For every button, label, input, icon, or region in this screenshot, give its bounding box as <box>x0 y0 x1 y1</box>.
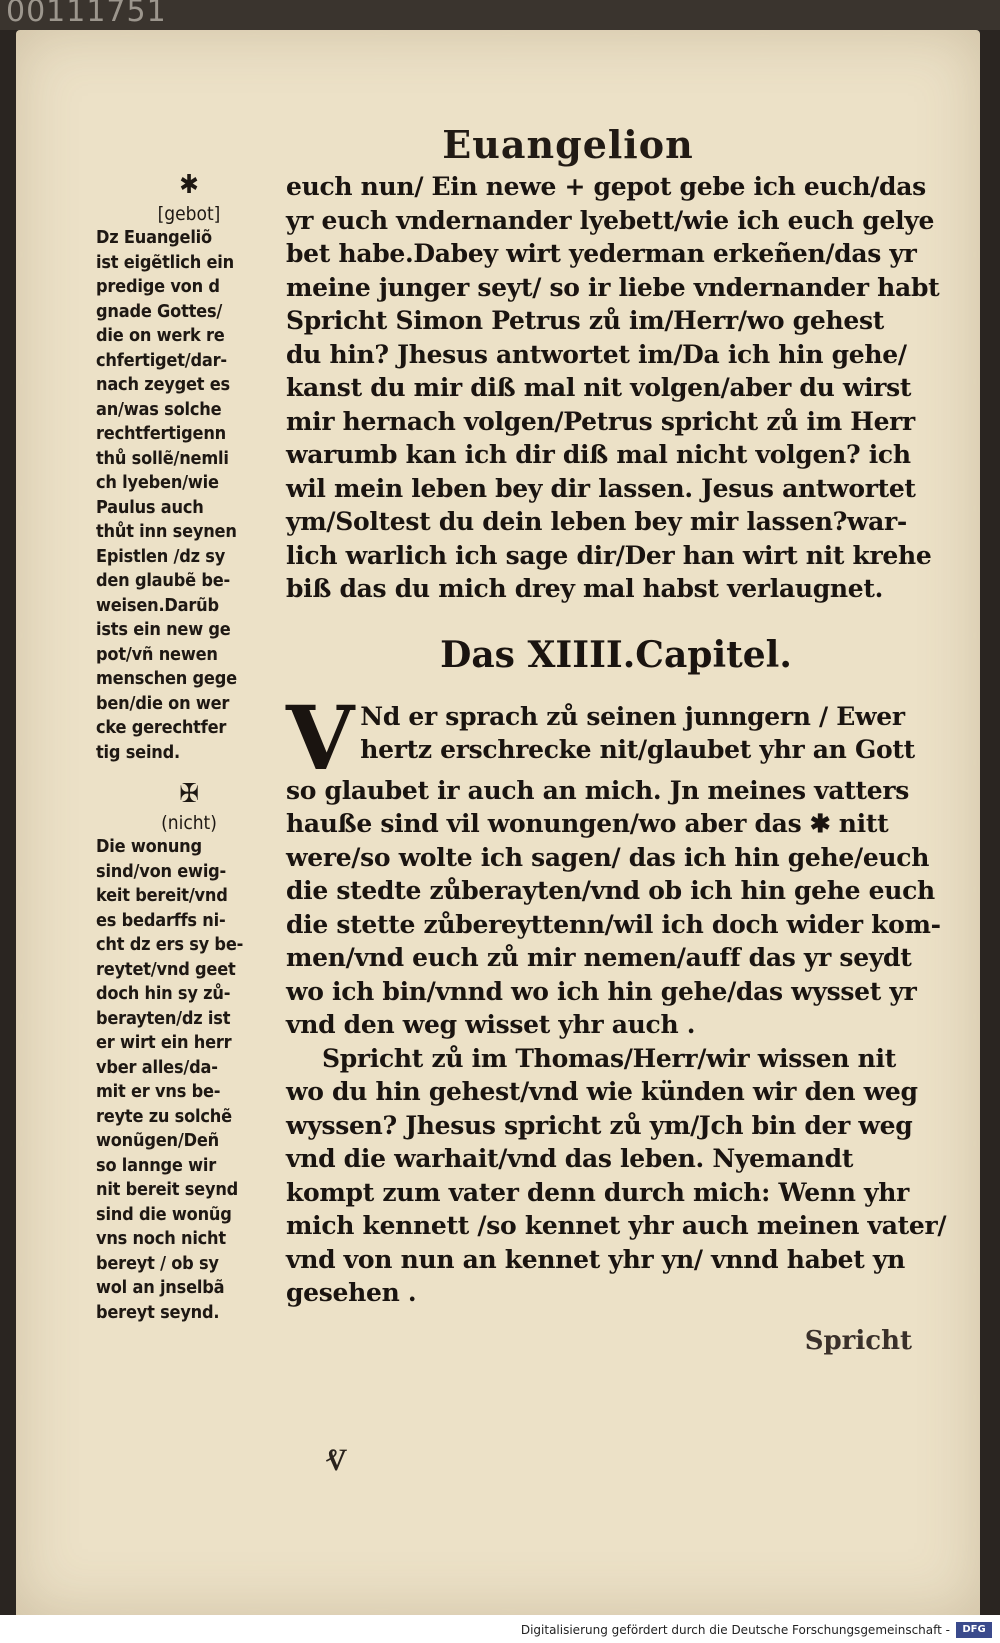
margin-note-line: rechtfertigenn <box>96 423 226 444</box>
text-line: kompt zum vater denn durch mich: Wenn yhr <box>286 1177 909 1207</box>
text-line: yr euch vndernander lyebett/wie ich euch gelye <box>286 205 935 235</box>
margin-note-line: an/was solche <box>96 398 222 420</box>
margin-note-line: ch lyeben/wie <box>96 472 219 493</box>
digitization-footer <box>0 1615 1000 1643</box>
margin-note-line: thů sollẽ/nemli <box>96 447 229 469</box>
margin-note-line: so lannge wir <box>96 1154 217 1176</box>
margin-note-label: [gebot] <box>157 203 221 225</box>
margin-note-line: nach zeyget es <box>96 374 230 395</box>
text-line: die stette zůbereyttenn/wil ich doch wider kom- <box>286 909 941 939</box>
margin-note-line: wonũgen/Deñ <box>96 1130 219 1151</box>
margin-note-line: wol an jnselbã <box>96 1277 225 1298</box>
margin-note-line: ist eigẽtlich ein <box>96 251 234 273</box>
text-line: wo ich bin/vnnd wo ich hin gehe/das wysset yr <box>286 976 917 1006</box>
margin-note-line: vber alles/da- <box>96 1056 218 1078</box>
margin-note-line: mit er vns be- <box>96 1081 221 1102</box>
text-block-top <box>286 170 946 606</box>
text-line: wyssen? Jhesus spricht zů ym/Jch bin der weg <box>286 1110 913 1140</box>
asterisk-marker-icon: ✱ <box>179 170 199 200</box>
paragraph-first-line: Spricht zů im Thomas/Herr/wir wissen nit <box>322 1043 896 1073</box>
chapter-first-lines <box>286 700 946 767</box>
margin-note-line: die on werk re <box>96 325 225 346</box>
shelfmark-number: 00111751 <box>6 0 167 29</box>
text-line: wil mein leben bey dir lassen. Jesus antwortet <box>286 473 916 503</box>
margin-note-line: reytet/vnd geet <box>96 958 236 980</box>
margin-note-line: cht dz ers sy be- <box>96 934 244 955</box>
margin-note-line: ists ein new ge <box>96 619 231 640</box>
margin-note-line: gnade Gottes/ <box>96 300 223 322</box>
margin-note-line: Die wonung <box>96 836 202 857</box>
margin-note-line: cke gerechtfer <box>96 717 227 738</box>
running-header-text: Euangelion <box>442 122 694 167</box>
text-line: hertz erschrecke nit/glaubet yhr an Gott <box>360 735 915 764</box>
book-page <box>16 30 980 1615</box>
handwritten-page-mark: ⱴ <box>326 1430 347 1481</box>
text-line: du hin? Jhesus antwortet im/Da ich hin gehe/ <box>286 339 907 369</box>
marginal-gloss-column <box>96 170 282 1325</box>
paragraph-2-text <box>286 1075 946 1310</box>
text-line: kanst du mir diß mal nit volgen/aber du wirst <box>286 373 912 402</box>
text-line: vnd von nun an kennet yhr yn/ vnnd habet yn <box>286 1244 906 1274</box>
margin-note-line: keit bereit/vnd <box>96 885 228 906</box>
text-line: vnd den weg wisset yhr auch . <box>286 1010 696 1039</box>
margin-note-line: den glaubẽ be- <box>96 570 231 591</box>
margin-note-line: Dz Euangeliõ <box>96 227 212 248</box>
catchword: Spricht <box>804 1326 912 1356</box>
text-line: vnd die warhait/vnd das leben. Nyemandt <box>286 1144 854 1173</box>
margin-note-2 <box>96 835 282 1325</box>
margin-note-line: bereyt seynd. <box>96 1301 220 1323</box>
margin-note-line: er wirt ein herr <box>96 1032 232 1053</box>
text-line: biß das du mich drey mal habst verlaugnet. <box>286 574 884 603</box>
margin-note-line: bereyt / ob sy <box>96 1252 219 1274</box>
running-header <box>16 122 980 167</box>
text-line: gesehen . <box>286 1278 417 1307</box>
text-line: lich warlich ich sage dir/Der han wirt nit krehe <box>286 540 932 570</box>
margin-note-line: weisen.Darũb <box>96 594 219 616</box>
margin-note-line: doch hin sy zů- <box>96 983 231 1004</box>
text-line: mir hernach volgen/Petrus spricht zů im Herr <box>286 406 915 436</box>
margin-note-line: thůt inn seynen <box>96 521 237 542</box>
text-line: wo du hin gehest/vnd wie künden wir den weg <box>286 1077 918 1106</box>
text-line: so glaubet ir auch an mich. Jn meines vatters <box>286 775 910 805</box>
chapter-text <box>286 774 946 1042</box>
margin-note-line: predige von d <box>96 276 220 297</box>
margin-note-line: Paulus auch <box>96 496 204 518</box>
margin-note-line: Epistlen /dz sy <box>96 545 226 567</box>
margin-note-line: menschen gege <box>96 668 237 689</box>
margin-note-1 <box>96 226 282 765</box>
margin-note-line: sind die wonũg <box>96 1203 232 1225</box>
text-line: ym/Soltest du dein leben bey mir lassen?war- <box>286 507 907 536</box>
margin-note-line: es bedarffs ni- <box>96 909 226 931</box>
text-line: mich kennett /so kennet yhr auch meinen vater/ <box>286 1211 947 1240</box>
text-line: euch nun/ Ein newe + gepot gebe ich euch/das <box>286 172 926 201</box>
text-line: men/vnd euch zů mir nemen/auff das yr seydt <box>286 943 912 972</box>
text-line: hauße sind vil wonungen/wo aber das ✱ nitt <box>286 809 889 838</box>
margin-note-line: pot/vñ newen <box>96 643 218 665</box>
margin-note-line: ben/die on wer <box>96 692 230 714</box>
margin-note-line: vns noch nicht <box>96 1228 226 1249</box>
text-line: bet habe.Dabey wirt yederman erkeñen/das yr <box>286 239 917 268</box>
text-line: warumb kan ich dir diß mal nicht volgen? ich <box>286 440 911 469</box>
cross-marker-icon: ✠ <box>179 779 199 809</box>
text-line: Nd er sprach zů seinen junngern / Ewer <box>360 701 905 731</box>
margin-note-line: nit bereit seynd <box>96 1179 239 1200</box>
margin-note-line: chfertiget/dar- <box>96 349 227 371</box>
text-line: meine junger seyt/ so ir liebe vndernander habt <box>286 272 940 302</box>
margin-note-line: berayten/dz ist <box>96 1007 231 1029</box>
text-line: die stedte zůberayten/vnd ob ich hin gehe euch <box>286 876 935 905</box>
margin-note-line: tig seind. <box>96 741 180 763</box>
scan-top-strip <box>0 0 1000 30</box>
main-text-column <box>286 170 946 1310</box>
chapter-heading: Das XIIII.Capitel. <box>440 633 792 676</box>
margin-note-label: (nicht) <box>161 812 217 834</box>
footer-credit-text: Digitalisierung gefördert durch die Deutsche Forschungsgemeinschaft - <box>520 1623 950 1637</box>
dfg-logo: DFG <box>956 1622 992 1638</box>
drop-capital: V <box>286 685 355 790</box>
margin-note-line: sind/von ewig- <box>96 860 227 882</box>
text-line: Spricht Simon Petrus zů im/Herr/wo gehest <box>286 306 884 335</box>
margin-note-line: reyte zu solchẽ <box>96 1105 232 1127</box>
text-line: were/so wolte ich sagen/ das ich hin gehe/euch <box>286 842 930 872</box>
